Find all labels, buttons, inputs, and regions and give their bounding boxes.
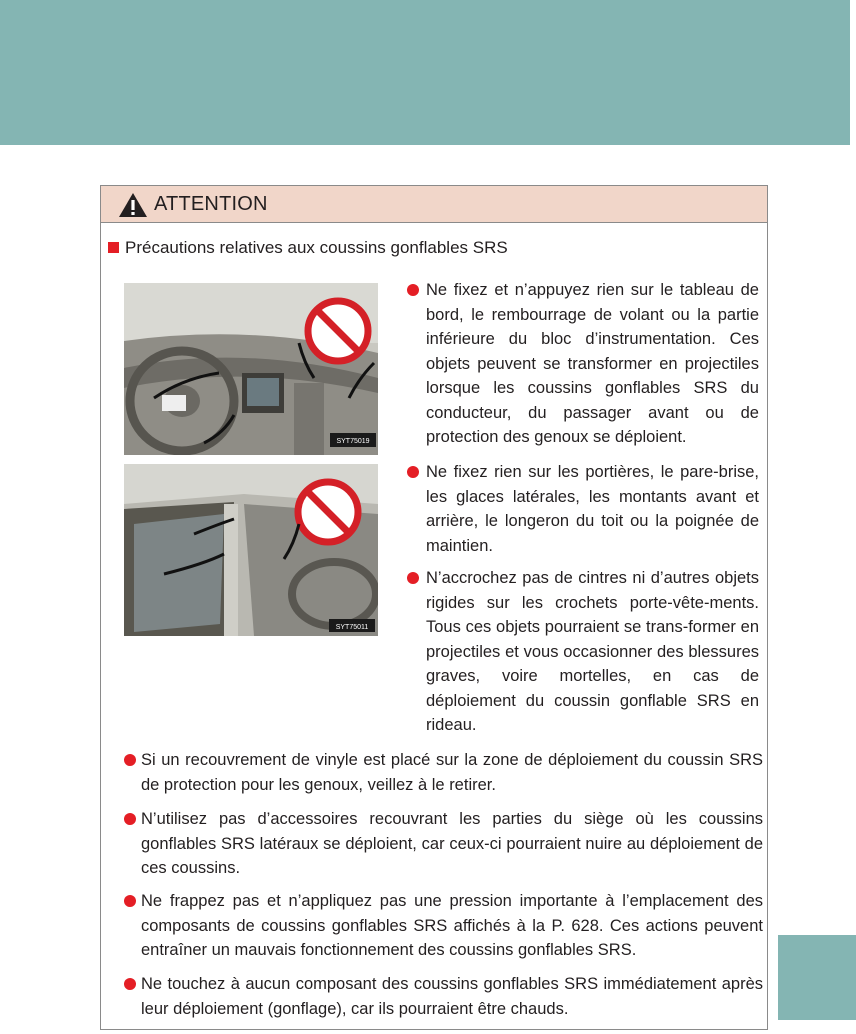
- bullet-text: Ne frappez pas et n’appliquez pas une pression importante à l’emplacement des composants de coussins gonflables SRS affichés à la P. 628. Ces actions peuvent entraîner un mauvais fonctionnement des coussins gonflables SRS.: [141, 892, 763, 959]
- bullet-item: [424, 566, 759, 738]
- warning-triangle-icon: [118, 192, 148, 218]
- red-bullet-icon: [124, 813, 136, 825]
- bullet-item: [424, 278, 759, 450]
- section-title: Précautions relatives aux coussins gonflables SRS: [125, 238, 508, 257]
- warning-box: [100, 185, 768, 1030]
- bullet-text: N’utilisez pas d’accessoires recouvrant les parties du siège où les coussins gonflables SRS latéraux se déploient, car ceux-ci pourraient nuire au déploiement de ces coussins.: [141, 810, 763, 877]
- section-heading: [108, 238, 508, 258]
- red-bullet-icon: [124, 754, 136, 766]
- red-bullet-icon: [407, 284, 419, 296]
- bullet-item: [424, 460, 759, 558]
- bullet-text: N’accrochez pas de cintres ni d’autres objets rigides sur les crochets porte-vête-ments. Tous ces objets pourraient se trans-former en projectiles et vous occasionner des blessures graves, voire mortelles, en cas de déploiement du coussin gonflable SRS en rideau.: [426, 569, 759, 734]
- red-bullet-icon: [407, 572, 419, 584]
- photo2-code: SYT75011: [335, 624, 369, 631]
- red-bullet-icon: [407, 466, 419, 478]
- bullet-text: Ne touchez à aucun composant des coussins gonflables SRS immédiatement après leur déploiement (gonflage), car ils pourraient être chauds.: [141, 975, 763, 1018]
- attention-label: ATTENTION: [154, 193, 268, 215]
- bullet-item: [141, 972, 763, 1021]
- bullet-text: Si un recouvrement de vinyle est placé sur la zone de déploiement du coussin SRS de protection pour les genoux, veillez à le retirer.: [141, 751, 763, 794]
- red-bullet-icon: [124, 895, 136, 907]
- bullet-item: [141, 807, 763, 881]
- interior-photo: [124, 464, 378, 636]
- bullet-item: [141, 889, 763, 963]
- attention-bar: [101, 186, 767, 223]
- bullet-item: [141, 748, 763, 797]
- header-band: [0, 0, 850, 145]
- red-square-icon: [108, 242, 119, 253]
- bullet-text: Ne fixez et n’appuyez rien sur le tableau de bord, le rembourrage de volant ou la partie inférieure du bloc d’instrumentation. Ces objets peuvent se transformer en projectiles lorsque les coussins gonflables SRS du conducteur, du passager avant ou de protection des genoux se déploient.: [426, 281, 759, 446]
- side-tab: [778, 935, 856, 1020]
- photo1-code: SYT75019: [336, 438, 370, 445]
- bullet-text: Ne fixez rien sur les portières, le pare-brise, les glaces latérales, les montants avant et arrière, le longeron du toit ou la poignée de maintien.: [426, 463, 759, 555]
- red-bullet-icon: [124, 978, 136, 990]
- dashboard-photo: [124, 283, 378, 455]
